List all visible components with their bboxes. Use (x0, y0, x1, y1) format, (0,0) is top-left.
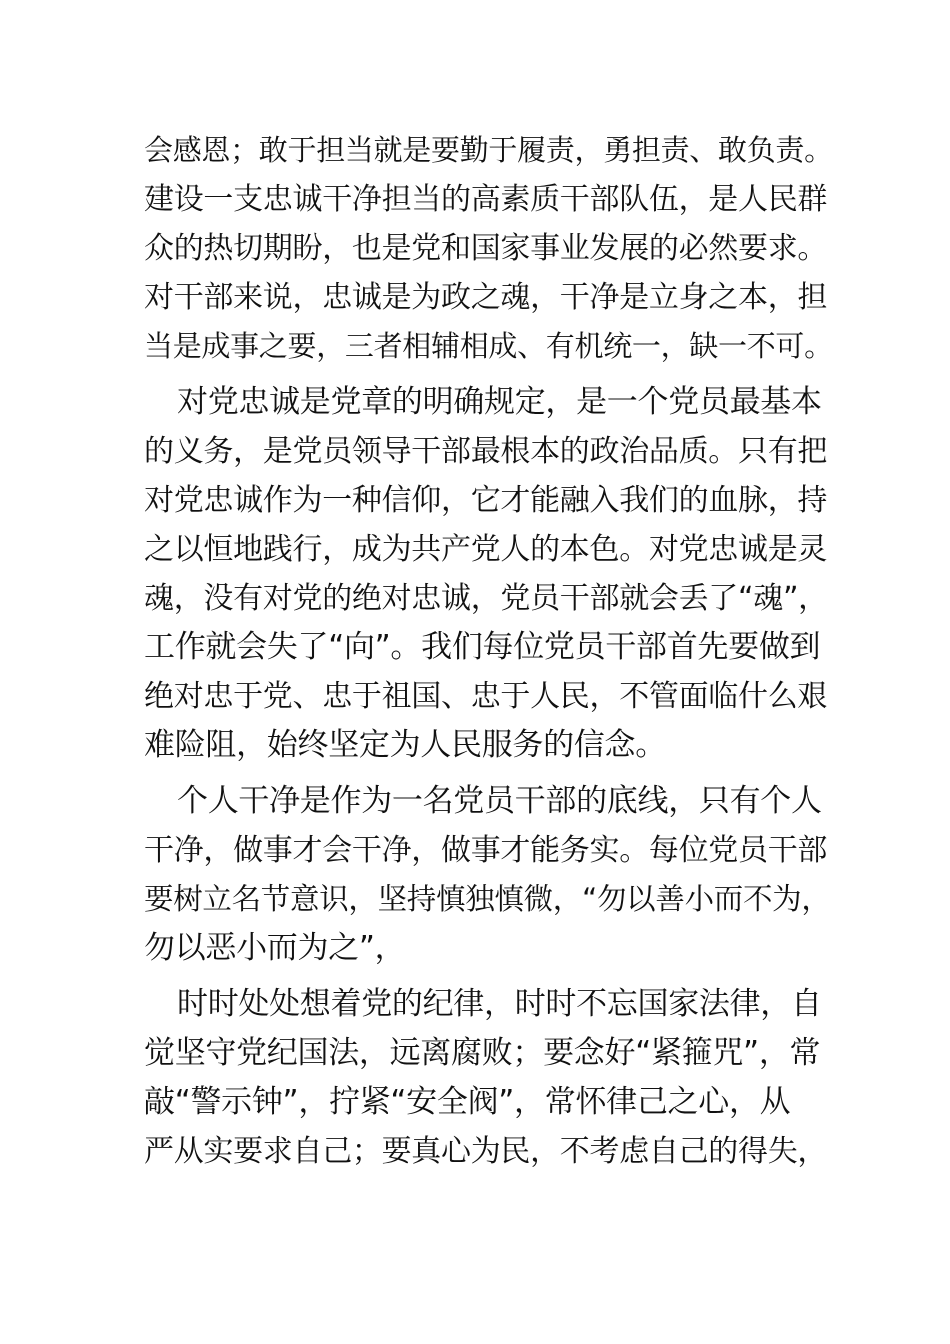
text-line: 的义务，是党员领导干部最根本的政治品质。只有把 (144, 434, 828, 469)
paragraph-4 (144, 980, 834, 1176)
paragraph-2 (144, 378, 834, 770)
document-body (144, 126, 834, 1176)
text-line: 对干部来说，忠诚是为政之魂，干净是立身之本，担 (144, 280, 828, 315)
text-line: 难险阻，始终坚定为人民服务的信念。 (144, 727, 666, 763)
text-line: 之以恒地践行，成为共产党人的本色。对党忠诚是灵 (144, 532, 828, 567)
text-line: 工作就会失了“向”。我们每位党员干部首先要做到 (144, 629, 821, 665)
text-line: 敲“警示钟”，拧紧“安全阀”，常怀律己之心，从 (144, 1084, 791, 1120)
text-line: 要树立名节意识，坚持慎独慎微，“勿以善小而不为， (144, 882, 831, 916)
text-line: 会感恩；敢于担当就是要勤于履责，勇担责、敢负责。 (144, 133, 833, 167)
paragraph-3 (144, 777, 834, 973)
text-line: 个人干净是作为一名党员干部的底线，只有个人 (177, 783, 822, 819)
text-line: 对党忠诚作为一种信仰，它才能融入我们的血脉，持 (144, 483, 828, 518)
text-line: 觉坚守党纪国法，远离腐败；要念好“紧箍咒”，常 (144, 1035, 821, 1071)
text-line: 对党忠诚是党章的明确规定，是一个党员最基本 (177, 384, 822, 420)
text-line: 勿以恶小而为之”， (144, 930, 406, 966)
paragraph-spacer (144, 973, 834, 980)
paragraph-1 (144, 126, 834, 371)
text-line: 建设一支忠诚干净担当的高素质干部队伍，是人民群 (144, 182, 828, 217)
text-line: 当是成事之要，三者相辅相成、有机统一，缺一不可。 (144, 329, 833, 363)
text-line: 众的热切期盼，也是党和国家事业发展的必然要求。 (144, 231, 828, 266)
text-line: 严从实要求自己；要真心为民，不考虑自己的得失， (144, 1134, 828, 1169)
text-line: 魂，没有对党的绝对忠诚，党员干部就会丢了“魂”， (144, 581, 828, 616)
text-line: 时时处处想着党的纪律，时时不忘国家法律，自 (177, 986, 822, 1022)
paragraph-spacer (144, 770, 834, 777)
text-line: 绝对忠于党、忠于祖国、忠于人民，不管面临什么艰 (144, 679, 828, 714)
paragraph-spacer (144, 371, 834, 378)
text-line: 干净，做事才会干净，做事才能务实。每位党员干部 (144, 833, 828, 868)
